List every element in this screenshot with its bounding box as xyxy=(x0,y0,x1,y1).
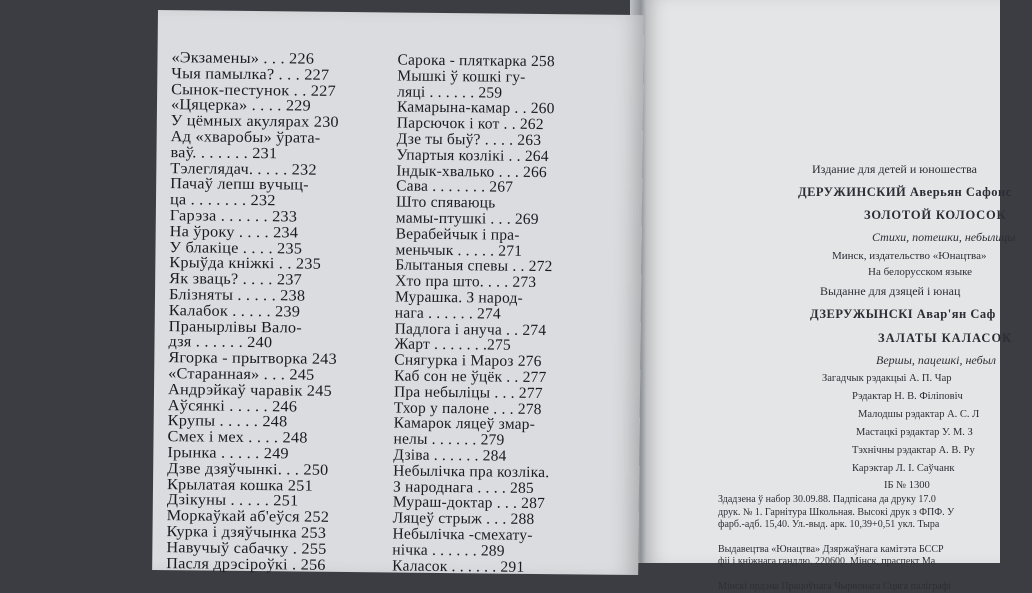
credit-line: Загадчык рэдакцыі А. П. Чар xyxy=(822,370,1032,388)
print-line: Мінскі ордэна Працоўнага Чырвонага Сцяга паліграфі xyxy=(718,581,1032,593)
toc-entry: Ірынка . . . . . 249 xyxy=(167,445,398,463)
toc-entry: Дзве дзяўчынкі. . . 250 xyxy=(167,461,398,479)
imprint-block xyxy=(702,158,1032,593)
toc-entry: Каласок . . . . . . 291 xyxy=(392,558,622,576)
toc-entry: Ляцеў стрыж . . . 288 xyxy=(393,511,623,529)
toc-column-right xyxy=(392,53,627,577)
credit-line: Карэктар Л. І. Саўчанк xyxy=(852,460,1032,478)
author-ru: ДЕРУЖИНСКИЙ Аверьян Сафонс xyxy=(798,180,1032,204)
left-page xyxy=(152,10,644,575)
toc-entry: Тхор у палоне . . . 278 xyxy=(394,400,624,418)
toc-entry: Верабейчык і пра- xyxy=(396,226,626,244)
toc-entry: Дзікуны . . . . . 251 xyxy=(167,492,398,510)
toc-entry: Навучыў сабачку . 255 xyxy=(166,540,397,558)
print-line: Здадзена ў набор 30.09.88. Падпісана да друку 17.0 xyxy=(718,494,1032,507)
credit-line: Мастацкі рэдактар У. М. З xyxy=(856,424,1032,442)
toc-entry: дзя . . . . . . 240 xyxy=(168,334,399,352)
toc-entry: меньчык . . . . . 271 xyxy=(395,242,625,260)
toc-entry: «Экзамены» . . . 226 xyxy=(171,50,402,68)
toc-entry: Мурашка. З народ- xyxy=(395,289,625,307)
toc-entry: Небылічка пра козліка. xyxy=(393,463,623,481)
toc-entry: Андрэйкаў чаравік 245 xyxy=(168,382,399,400)
credit-line: Малодшы рэдактар А. С. Л xyxy=(858,406,1032,424)
toc-entry: Парсючок і кот . . 262 xyxy=(397,116,627,134)
print-line: фіі і кніжнага гандлю. 220600, Мінск, праспект Ма xyxy=(718,556,1032,569)
toc-entry: Пачаў лепш вучыц- xyxy=(170,177,401,195)
toc-entry: нага . . . . . . 274 xyxy=(395,305,625,323)
toc-entry: мамы-птушкі . . . 269 xyxy=(396,210,626,228)
toc-entry: Крупы . . . . . 248 xyxy=(168,413,399,431)
title-ru: ЗОЛОТОЙ КОЛОСОК xyxy=(864,204,1032,226)
toc-entry: З народнага . . . . 285 xyxy=(393,479,623,497)
toc-entry: Крыўда кніжкі . . 235 xyxy=(169,255,400,273)
toc-entry: На ўроку . . . . 234 xyxy=(170,224,401,242)
toc-entry: «Старанная» . . . 245 xyxy=(168,366,399,384)
subtitle-ru: Стихи, потешки, небылицы xyxy=(872,226,1032,248)
credit-line: Рэдактар Н. В. Філіповіч xyxy=(852,388,1032,406)
print-line: фарб.-адб. 15,40. Ул.-выд. арк. 10,39+0,51 укл. Тыра xyxy=(718,519,1032,532)
toc-entry: Дзе ты быў? . . . . 263 xyxy=(397,131,627,149)
edition-ru: Издание для детей и юношества xyxy=(812,158,1032,180)
print-line: друк. № 1. Гарнітура Школьная. Высокі друк з ФПФ. У xyxy=(718,507,1032,520)
toc-entry: Мышкі ў кошкі гу- xyxy=(397,68,627,86)
toc-entry: Падлога і ануча . . 274 xyxy=(395,321,625,339)
subtitle-be: Вершы, пацешкі, небыл xyxy=(876,350,1032,370)
toc-entry: Сарока - пляткарка 258 xyxy=(397,53,627,71)
title-be: ЗАЛАТЫ КАЛАСОК xyxy=(878,326,1032,350)
toc-entry: Калабок . . . . . 239 xyxy=(169,303,400,321)
toc-entry: Ад «хваробы» ўрата- xyxy=(171,129,402,147)
credit-line: Тэхнічны рэдактар А. В. Ру xyxy=(852,442,1032,460)
toc-entry: Сава . . . . . . . 267 xyxy=(396,179,626,197)
toc-entry: нічка . . . . . . 289 xyxy=(392,542,622,560)
toc-entry: Снягурка і Мароз 276 xyxy=(394,353,624,371)
toc-entry: Пра небыліцы . . . 277 xyxy=(394,384,624,402)
toc-column-left xyxy=(166,50,402,574)
toc-entry: ваў. . . . . . . 231 xyxy=(170,145,401,163)
toc-entry: Смех і мех . . . . 248 xyxy=(167,429,398,447)
toc-entry: У цёмных акулярах 230 xyxy=(171,113,402,131)
toc-entry: Моркаўкай аб'еўся 252 xyxy=(167,508,398,526)
toc-entry: Курка і дзяўчынка 253 xyxy=(166,524,397,542)
print-line: Выдавецтва «Юнацтва» Дзяржаўнага камітэта БССР xyxy=(718,544,1032,557)
toc-entry: Пасля дрэсіроўкі . 256 xyxy=(166,556,397,574)
toc-entry: Блізняты . . . . . 238 xyxy=(169,287,400,305)
imprint-page xyxy=(646,0,1000,563)
toc-entry: Жарт . . . . . . .275 xyxy=(394,337,624,355)
toc-entry: Небылічка -смехату- xyxy=(392,526,622,544)
toc-entry: Хто пра што. . . . 273 xyxy=(395,274,625,292)
toc-entry: Індык-хвалько . . . 266 xyxy=(396,163,626,181)
toc-entry: Аўсянкі . . . . . 246 xyxy=(168,398,399,416)
toc-entry: Што спяваюць xyxy=(396,195,626,213)
toc-entry: Сынок-пестунок . . 227 xyxy=(171,82,402,100)
toc-entry: Чыя памылка? . . . 227 xyxy=(171,66,402,84)
toc-entry: Камарок ляцеў змар- xyxy=(394,416,624,434)
toc-entry: Як зваць? . . . . 237 xyxy=(169,271,400,289)
toc-entry: Крылатая кошка 251 xyxy=(167,477,398,495)
author-be: ДЗЕРУЖЫНСКІ Авар'ян Саф xyxy=(810,302,1032,326)
toc-entry: «Цяцерка» . . . . 229 xyxy=(171,98,402,116)
ib-number: ІБ № 1300 xyxy=(884,478,1032,494)
toc-entry: ца . . . . . . . 232 xyxy=(170,192,401,210)
toc-entry: Пранырлівы Вало- xyxy=(169,319,400,337)
edition-be: Выданне для дзяцей і юнац xyxy=(820,280,1032,302)
toc-entry: Гарэза . . . . . . 233 xyxy=(170,208,401,226)
toc-entry: Блытаныя спевы . . 272 xyxy=(395,258,625,276)
toc-entry: ляці . . . . . . 259 xyxy=(397,84,627,102)
language-ru: На белорусском языке xyxy=(868,264,1032,280)
toc-entry: Дзіва . . . . . . 284 xyxy=(393,447,623,465)
toc-entry: Упартыя козлікі . . 264 xyxy=(396,147,626,165)
toc-entry: Мураш-доктар . . . 287 xyxy=(393,495,623,513)
toc-entry: Тэлеглядач. . . . . 232 xyxy=(170,161,401,179)
publisher-ru: Минск, издательство «Юнацтва» xyxy=(832,248,1032,264)
toc-entry: нелы . . . . . . 279 xyxy=(393,432,623,450)
toc-entry: У блакіце . . . . 235 xyxy=(169,240,400,258)
toc-entry: Каб сон не ўцёк . . 277 xyxy=(394,368,624,386)
toc-entry: Ягорка - прытворка 243 xyxy=(168,350,399,368)
toc-entry: Камарына-камар . . 260 xyxy=(397,100,627,118)
